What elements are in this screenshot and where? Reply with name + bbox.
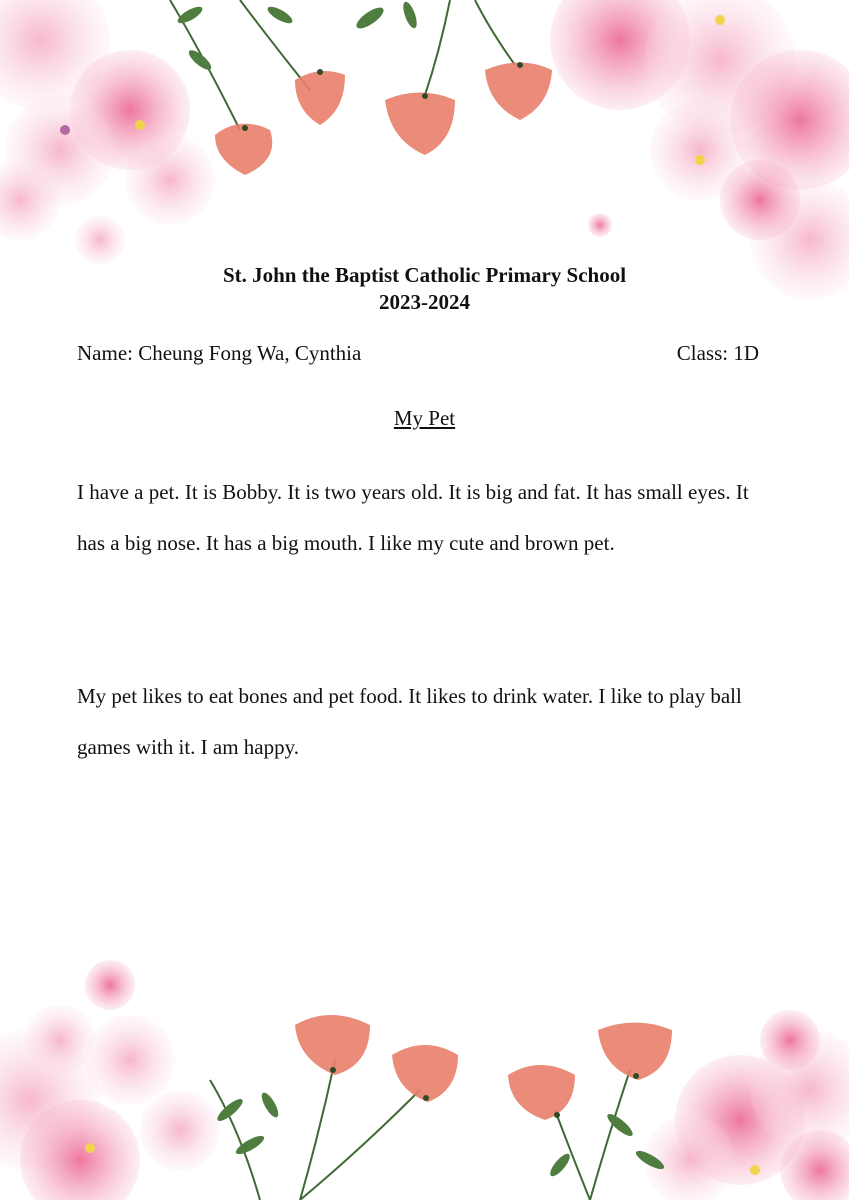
essay-paragraph-1: I have a pet. It is Bobby. It is two years old. It is big and fat. It has small eyes. It has a big nose. It has a big mouth. I like my cute and brown pet. xyxy=(77,480,749,555)
watercolor-flowers-bottom-icon xyxy=(0,930,849,1200)
student-info-row xyxy=(77,341,759,366)
school-header xyxy=(0,262,849,316)
floral-border-bottom xyxy=(0,930,849,1200)
school-year: 2023-2024 xyxy=(379,290,470,314)
essay-paragraph-2: My pet likes to eat bones and pet food. It likes to drink water. I like to play ball games with it. I am happy. xyxy=(77,684,742,759)
essay-title: My Pet xyxy=(393,406,456,430)
student-class: Class: 1D xyxy=(676,341,759,365)
school-name: St. John the Baptist Catholic Primary School xyxy=(222,263,627,287)
student-name: Name: Cheung Fong Wa, Cynthia xyxy=(77,341,362,365)
